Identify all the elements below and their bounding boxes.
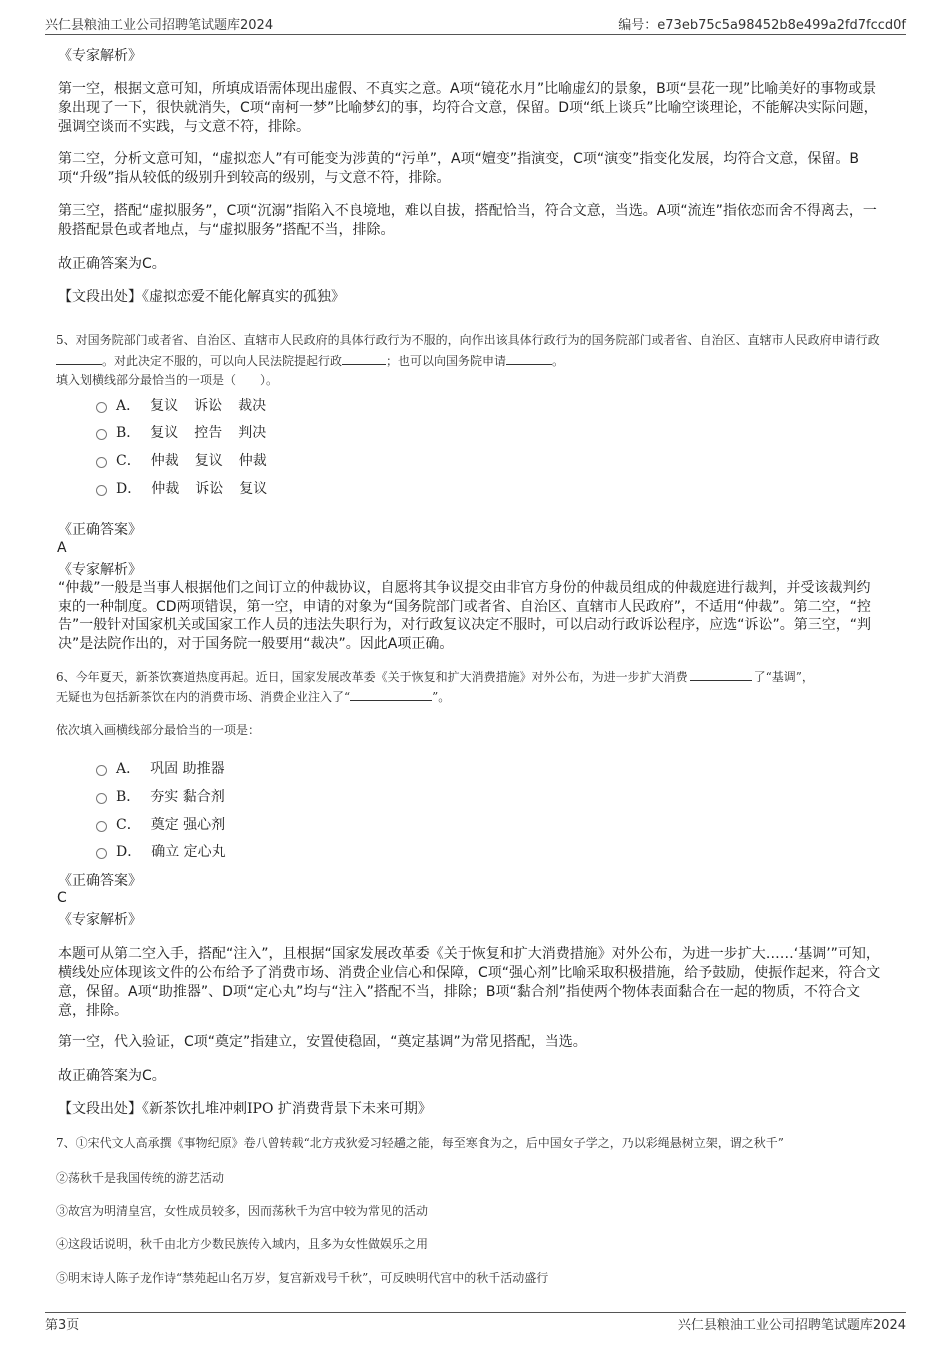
q6-analysis-label: 《专家解析》 — [58, 912, 142, 928]
q5-stem — [56, 330, 896, 372]
q5-text-e: 。 — [552, 354, 565, 368]
header-code-label: 编号： — [618, 18, 658, 33]
prev-analysis-p3: 第三空，搭配“虚拟服务”，C项“沉溺”指陷入不良境地，难以自拔，搭配恰当，符合文意，当选。A项“流连”指依恋而舍不得离去，一般搭配景色或者地点，与“虚拟服务”搭配不当，排除。 — [58, 203, 877, 238]
q6-answer-label: 《正确答案》 — [58, 873, 142, 889]
q5-analysis-label: 《专家解析》 — [58, 562, 142, 578]
header-title: 兴仁县粮油工业公司招聘笔试题库2024 — [45, 18, 274, 33]
q5-option-b[interactable]: B． 复议 控告 判决 — [96, 421, 282, 443]
q7-statement-2: ②荡秋千是我国传统的游艺活动 — [56, 1171, 225, 1185]
prev-analysis-p1: 第一空，根据文意可知，所填成语需体现出虚假、不真实之意。A项“镜花水月”比喻虚幻的景象，B项“昙花一现”比喻美好的事物或景象出现了一下，很快就消失，C项“南柯一梦”比喻梦幻的事，均符合文意，保留。D项“纸上谈兵”比喻空谈理论，不能解决实际问题，强调空谈而不实践，与文意不符，排除。 — [58, 81, 878, 135]
footer-divider — [45, 1312, 906, 1313]
radio-icon[interactable] — [96, 848, 107, 859]
q6-prompt: 依次填入画横线部分最恰当的一项是： — [56, 723, 261, 737]
radio-icon[interactable] — [96, 821, 107, 832]
q6-text-b: 了“基调”， — [753, 670, 814, 684]
footer-page-number: 第3页 — [45, 1318, 80, 1333]
q6-option-b[interactable]: B． 夯实 黏合剂 — [96, 785, 225, 807]
q5-analysis: “仲裁”一般是当事人根据他们之间订立的仲裁协议，自愿将其争议提交由非官方身份的仲裁员组成的仲裁庭进行裁判，并受该裁判约束的一种制度。CD两项错误，第一空，申请的对象为“国务院部门或者省、自治区、直辖市人民政府”，不适用“仲裁”。第二空，“控告”一般针对国家机关或国家工作人员的违法失职行为，对行政复议决定不服时，可以启动行政诉讼程序，应选“诉讼”。第三空，“判决”是法院作出的，对于国务院一般要用“裁决”。因此A项正确。 — [58, 580, 872, 652]
header-code — [618, 14, 906, 33]
header-divider — [45, 34, 906, 35]
q6-analysis-p1: 本题可从第二空入手，搭配“注入”，且根据“国家发展改革委《关于恢复和扩大消费措施》对外公布，为进一步扩大……‘基调’”可知，横线处应体现该文件的公布给予了消费市场、消费企业信心和保障，C项“强心剂”比喻采取积极措施，给予鼓励，使振作起来，符合文意，保留。A项“助推器”、D项“定心丸”均与“注入”搭配不当，排除；B项“黏合剂”指使两个物体表面黏合在一起的物质，不符合文意，排除。 — [58, 946, 881, 1019]
q5-text-d: ；也可以向国务院申请 — [386, 354, 507, 368]
q7-statement-3: ③故宫为明清皇宫，女性成员较多，因而荡秋千为宫中较为常见的活动 — [56, 1204, 429, 1218]
q5-text-b: 政府申请行政 — [807, 333, 880, 347]
q5-text-a: 5、对国务院部门或者省、自治区、直辖市人民政府的具体行政行为不服的，向作出该具体行政行为的国务院部门或者省、自治区、直辖市人民 — [56, 333, 808, 347]
q5-option-d[interactable]: D． 仲裁 诉讼 复议 — [96, 477, 283, 499]
header-code-value: e73eb75c5a98452b8e499a2fd7fccd0f — [657, 18, 906, 33]
footer-title: 兴仁县粮油工业公司招聘笔试题库2024 — [677, 1318, 906, 1333]
q6-conclusion: 故正确答案为C。 — [58, 1068, 166, 1084]
q6-text-c: 无疑也为包括新茶饮在内的消费市场、消费企业注入了“ — [56, 690, 351, 704]
q6-answer: C — [57, 890, 67, 906]
radio-icon[interactable] — [96, 402, 107, 413]
q6-analysis-p2: 第一空，代入验证，C项“奠定”指建立，安置使稳固，“奠定基调”为常见搭配，当选。 — [58, 1034, 587, 1050]
q7-statement-5: ⑤明末诗人陈子龙作诗“禁苑起山名万岁，复宫新戏号千秋”，可反映明代宫中的秋千活动盛行 — [56, 1271, 549, 1285]
q5-answer-label: 《正确答案》 — [58, 522, 142, 538]
q6-option-a[interactable]: A． 巩固 助推器 — [96, 757, 225, 779]
q5-blank-2 — [342, 352, 386, 365]
q6-option-c[interactable]: C． 奠定 强心剂 — [96, 813, 225, 835]
radio-icon[interactable] — [96, 457, 107, 468]
radio-icon[interactable] — [96, 485, 107, 496]
q6-text-a: 6、今年夏天，新茶饮赛道热度再起。近日，国家发展改革委《关于恢复和扩大消费措施》对外公布，为进一步扩大消费 — [56, 670, 688, 684]
radio-icon[interactable] — [96, 793, 107, 804]
prev-analysis-p2: 第二空，分析文意可知，“虚拟恋人”有可能变为涉黄的“污单”，A项“嬗变”指演变，C项“演变”指变化发展，均符合文意，保留。B项“升级”指从较低的级别升到较高的级别，与文意不符，排除。 — [58, 151, 859, 186]
q5-blank-3 — [506, 352, 552, 365]
q5-answer: A — [57, 540, 67, 556]
q6-source: 【文段出处】《新茶饮扎堆冲刺IPO 扩消费背景下未来可期》 — [58, 1101, 432, 1117]
q6-stem — [56, 667, 896, 707]
q6-blank-1 — [690, 668, 752, 681]
q5-prompt: 填入划横线部分最恰当的一项是（ ）。 — [56, 373, 279, 387]
q6-text-d: ”。 — [432, 690, 451, 704]
radio-icon[interactable] — [96, 765, 107, 776]
prev-conclusion: 故正确答案为C。 — [58, 256, 166, 272]
q6-blank-2 — [350, 688, 432, 701]
q7-statement-4: ④这段话说明，秋千由北方少数民族传入域内，且多为女性做娱乐之用 — [56, 1237, 429, 1251]
radio-icon[interactable] — [96, 429, 107, 440]
q5-option-c[interactable]: C． 仲裁 复议 仲裁 — [96, 449, 283, 471]
q5-option-a[interactable]: A． 复议 诉讼 裁决 — [96, 394, 282, 416]
prev-source: 【文段出处】《虚拟恋爱不能化解真实的孤独》 — [58, 289, 345, 305]
q6-option-d[interactable]: D． 确立 定心丸 — [96, 840, 226, 862]
q5-text-c: 。对此决定不服的，可以向人民法院提起行政 — [102, 354, 343, 368]
prev-analysis-label: 《专家解析》 — [58, 48, 142, 64]
q5-blank-1 — [56, 352, 102, 365]
q7-stem: 7、①宋代文人高承撰《事物纪原》卷八曾转载“北方戎狄爱习轻趫之能，每至寒食为之，后中国女子学之，乃以彩绳悬树立架，谓之秋千” — [56, 1136, 784, 1150]
page-header — [45, 14, 906, 36]
